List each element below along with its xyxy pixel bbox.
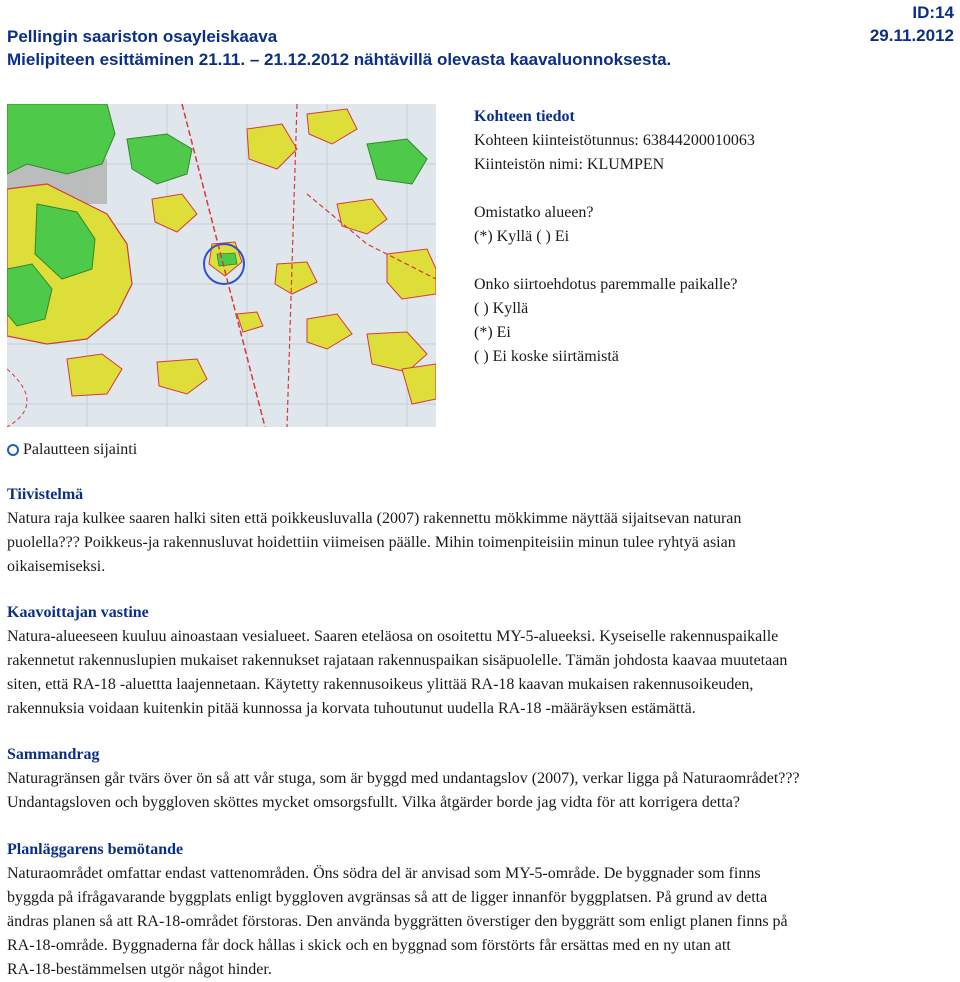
property-details <box>474 105 755 369</box>
summary-section <box>7 483 953 579</box>
summary-line: Natura raja kulkee saaren halki siten että poikkeusluvalla (2007) rakennettu mökkimme näyttää sijaitsevan naturan <box>7 510 742 527</box>
feedback-map <box>7 104 436 427</box>
bemotande-line: ändras planen så att RA-18-området förstoras. Den använda byggrätten överstiger den byggrätt som enligt planen finns på <box>7 913 788 930</box>
location-circle-icon <box>7 444 19 456</box>
planner-response-line: siten, että RA-18 -aluettta laajennetaan. Käytetty rakennusoikeus ylittää RA-18 kaavan mukaisen rakennusoikeuden, <box>7 676 754 693</box>
document-id: ID:14 <box>912 3 954 22</box>
planner-response-line: rakennuksia voidaan kuitenkin pitää kunnossa ja korvata tuhoutunut uudella RA-18 -määräyksen estämättä. <box>7 700 696 717</box>
relocation-option-no: (*) Ei <box>474 324 511 341</box>
bemotande-title: Planläggarens bemötande <box>7 841 184 858</box>
bemotande-line: RA-18-område. Byggnaderna får dock hållas i skick och en byggnad som förstörts får ersättas med en ny utan att <box>7 937 731 954</box>
document-title: Pellingin saariston osayleiskaava <box>7 27 278 46</box>
document-header <box>7 25 671 71</box>
sammandrag-line: Undantagsloven och byggloven sköttes mycket omsorgsfullt. Vilka åtgärder borde jag vidta för att korrigera detta? <box>7 794 740 811</box>
bemotande-line: byggda på ifrågavarande byggplats enligt byggloven avgränsas så att de ligger innanför byggplatsen. På grund av detta <box>7 889 768 906</box>
planner-response-section <box>7 601 953 721</box>
bemotande-line: RA-18-bestämmelsen utgör något hinder. <box>7 961 272 978</box>
relocation-option-na: ( ) Ei koske siirtämistä <box>474 348 619 365</box>
property-id: Kohteen kiinteistötunnus: 63844200010063 <box>474 132 755 149</box>
planner-response-line: Natura-alueeseen kuuluu ainoastaan vesialueet. Saaren eteläosa on osoitettu MY-5-alueeksi. Kyseiselle rakennuspaikalle <box>7 628 779 645</box>
sammandrag-section <box>7 743 953 815</box>
summary-title: Tiivistelmä <box>7 486 84 503</box>
details-title: Kohteen tiedot <box>474 108 575 125</box>
ownership-question: Omistatko alueen? <box>474 204 594 221</box>
relocation-question: Onko siirtoehdotus paremmalle paikalle? <box>474 276 738 293</box>
relocation-option-yes: ( ) Kyllä <box>474 300 529 317</box>
summary-line: puolella??? Poikkeus-ja rakennusluvat hoidettiin viimeisen päälle. Mihin toimenpiteisiin minun tulee ryhtyä asian <box>7 534 736 551</box>
document-subtitle: Mielipiteen esittäminen 21.11. – 21.12.2012 nähtävillä olevasta kaavaluonnoksesta. <box>7 50 672 69</box>
summary-line: oikaisemiseksi. <box>7 558 106 575</box>
property-name: Kiinteistön nimi: KLUMPEN <box>474 156 665 173</box>
document-date: 29.11.2012 <box>869 26 954 45</box>
location-legend <box>7 439 137 461</box>
bemotande-section <box>7 838 953 982</box>
sammandrag-line: Naturagränsen går tvärs över ön så att vår stuga, som är byggd med undantagslov (2007), verkar ligga på Naturaområdet??? <box>7 770 800 787</box>
planner-response-line: rakennetut rakennuslupien mukaiset rakennukset rajataan rakennuspaikan sisäpuolelle. Tämän johdosta kaavaa muutetaan <box>7 652 788 669</box>
planner-response-title: Kaavoittajan vastine <box>7 604 149 621</box>
location-label: Palautteen sijainti <box>23 441 138 458</box>
bemotande-line: Naturaområdet omfattar endast vattenområden. Öns södra del är anvisad som MY-5-område. De byggnader som finns <box>7 865 761 882</box>
sammandrag-title: Sammandrag <box>7 746 100 763</box>
document-id-block <box>870 1 954 47</box>
ownership-answer: (*) Kyllä ( ) Ei <box>474 228 570 245</box>
